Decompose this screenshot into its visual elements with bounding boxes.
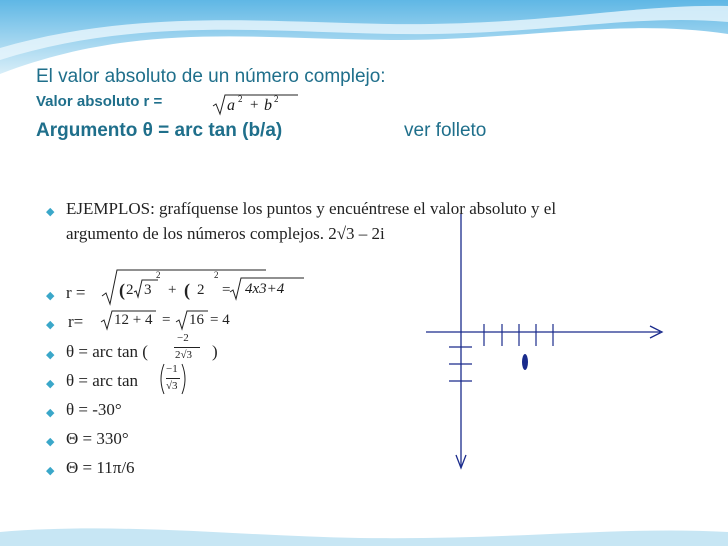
theta3: θ = -30° [66, 400, 122, 419]
theta2-numerator: −1 [166, 363, 178, 375]
r2-sum: 12 + 4 [114, 312, 153, 328]
r2-equals-1: = [162, 312, 171, 328]
r1-exp1: 2 [156, 270, 161, 280]
r1-sqrt3: 3 [144, 282, 152, 298]
r2-equals-2: = 4 [210, 312, 230, 328]
r1-equals: = [222, 282, 231, 298]
formula-exp-a: 2 [238, 94, 243, 104]
examples-line1: EJEMPLOS: grafíquense los puntos y encuéntrese el valor absoluto y el [66, 199, 557, 218]
bullet-icon: ◆ [46, 349, 55, 361]
theta1-numerator: −2 [177, 332, 189, 344]
bullet-icon: ◆ [46, 407, 55, 419]
argument-label: Argumento θ = arc tan (b/a) [36, 120, 283, 141]
r2-label: r= [68, 312, 84, 331]
slide-title: El valor absoluto de un número complejo: [36, 66, 386, 87]
bullet-icon: ◆ [46, 465, 55, 477]
theta1-label: θ = arc tan ( [66, 342, 148, 361]
bullet-icon: ◆ [46, 290, 55, 302]
theta2-label: θ = arc tan [66, 371, 139, 390]
bullet-icon: ◆ [46, 378, 55, 390]
absolute-value-label: Valor absoluto r = [36, 93, 163, 110]
r1-two-2: 2 [197, 282, 205, 298]
r1-exp2: 2 [214, 270, 219, 280]
r1-plus: + [168, 282, 177, 298]
theta1-denominator: 2√3 [175, 349, 193, 361]
r2-sixteen: 16 [189, 312, 204, 328]
theta4: Θ = 330° [66, 429, 129, 448]
r1-label: r = [66, 283, 86, 302]
theta5: Θ = 11π/6 [66, 458, 135, 477]
formula-plus: + [250, 97, 259, 113]
bullet-icon: ◆ [46, 436, 55, 448]
r1-paren-open-2: ( [184, 280, 190, 300]
theta1-close: ) [212, 342, 218, 361]
formula-b: b [264, 97, 272, 114]
bullet-icon: ◆ [46, 206, 55, 218]
r1-paren-open: ( [119, 280, 125, 300]
r1-two: 2 [126, 282, 134, 298]
plotted-point [522, 354, 528, 370]
examples-line2: argumento de los números complejos. 2√3 – 2i [66, 224, 385, 243]
formula-a: a [227, 97, 235, 114]
bullet-icon: ◆ [46, 319, 55, 331]
formula-exp-b: 2 [274, 94, 279, 104]
theta2-denominator: √3 [166, 380, 178, 392]
r1-rhs: 4x3+4 [245, 281, 285, 297]
see-handout-text: ver folleto [404, 120, 487, 141]
